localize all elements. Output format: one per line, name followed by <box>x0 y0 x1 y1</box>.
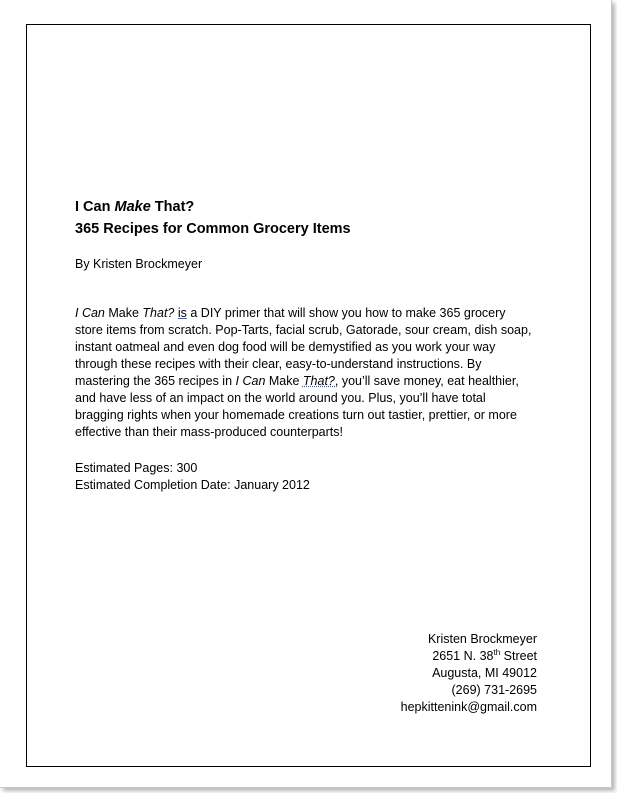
text: Make <box>104 306 143 320</box>
title-italic: Make <box>114 199 151 215</box>
book-title <box>75 196 351 240</box>
text: Street <box>500 649 537 663</box>
title-part: That? <box>150 199 195 215</box>
grammar-flag: That? <box>302 374 335 388</box>
text: a DIY primer that will show you how to make 365 grocery <box>186 306 506 320</box>
paragraph-line: through these recipes with their clear, easy-to-understand instructions. By <box>75 357 482 371</box>
contact-phone: (269) 731-2695 <box>451 683 537 697</box>
paragraph-line: instant oatmeal and even dog food will be demystified as you work your way <box>75 340 496 354</box>
title-line-1 <box>75 196 351 218</box>
paragraph-line <box>75 373 555 390</box>
text: 2651 N. 38 <box>432 649 494 663</box>
grammar-flag: , <box>334 374 339 388</box>
title-part: I Can <box>75 199 115 215</box>
text-italic: That? <box>142 306 175 320</box>
contact-email: hepkittenink@gmail.com <box>400 700 537 714</box>
description-paragraph <box>75 305 555 441</box>
paragraph-line: bragging rights when your homemade creations turn out tastier, prettier, or more <box>75 408 517 422</box>
text: Make <box>265 374 303 388</box>
author-byline: By Kristen Brockmeyer <box>75 257 203 271</box>
text-italic: I Can <box>235 374 266 388</box>
grammar-flag: is <box>177 306 187 320</box>
paragraph-line: store items from scratch. Pop-Tarts, facial scrub, Gatorade, sour cream, dish soap, <box>75 323 532 337</box>
paragraph-line: and have less of an impact on the world around you. Plus, you’ll have total <box>75 391 486 405</box>
paragraph-line <box>75 305 555 322</box>
paragraph-line: effective than their mass-produced counterparts! <box>75 425 343 439</box>
contact-block <box>401 631 537 716</box>
text: mastering the 365 recipes in <box>75 374 236 388</box>
contact-city: Augusta, MI 49012 <box>432 666 537 680</box>
text: you’ll save money, eat healthier, <box>338 374 519 388</box>
superscript: th <box>493 648 501 657</box>
estimated-completion: Estimated Completion Date: January 2012 <box>75 478 310 492</box>
estimated-pages: Estimated Pages: 300 <box>75 461 198 475</box>
contact-street <box>401 648 537 665</box>
book-estimates <box>75 460 310 494</box>
title-line-2: 365 Recipes for Common Grocery Items <box>75 221 351 237</box>
contact-name: Kristen Brockmeyer <box>427 632 537 646</box>
text-italic: I Can <box>75 306 105 320</box>
